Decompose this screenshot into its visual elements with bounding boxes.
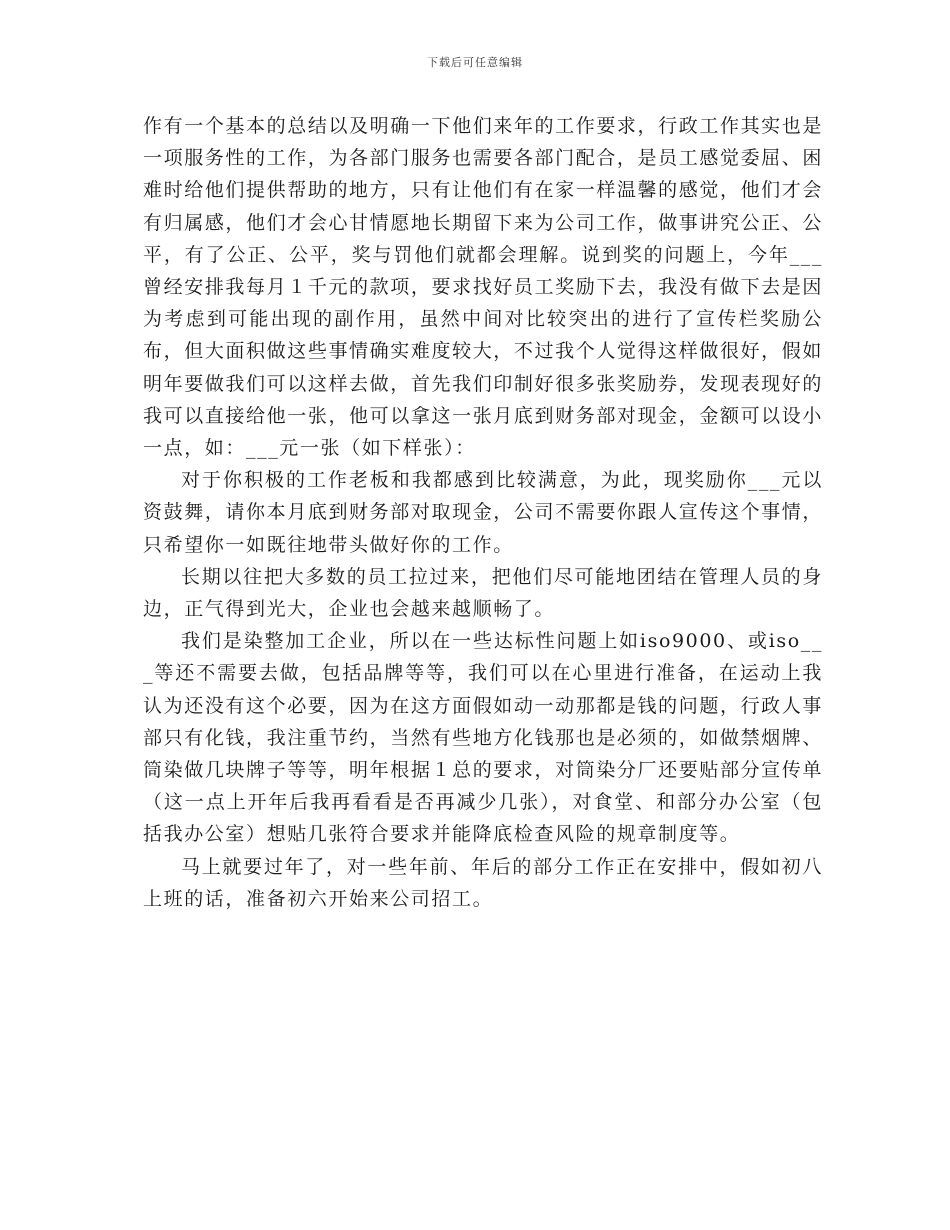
paragraph-3: 长期以往把大多数的员工拉过来，把他们尽可能地团结在管理人员的身边，正气得到光大，企业也会越来越顺畅了。 <box>143 565 823 621</box>
paragraph-2: 对于你积极的工作老板和我都感到比较满意，为此，现奖励你___元以资鼓舞，请你本月底到财务部对取现金，公司不需要你跟人宣传这个事情，只希望你一如既往地带头做好你的工作。 <box>143 469 823 556</box>
paragraph-1: 作有一个基本的总结以及明确一下他们来年的工作要求，行政工作其实也是一项服务性的工作，为各部门服务也需要各部门配合，是员工感觉委屈、困难时给他们提供帮助的地方，只有让他们有在家一样温馨的感觉，他们才会有归属感，他们才会心甘情愿地长期留下来为公司工作，做事讲究公正、公平，有了公正、公平，奖与罚他们就都会理解。说到奖的问题上，今年___曾经安排我每月１千元的款项，要求找好员工奖励下去，我没有做下去是因为考虑到可能出现的副作用，虽然中间对比较突出的进行了宣传栏奖励公布，但大面积做这些事情确实难度较大，不过我个人觉得这样做很好，假如明年要做我们可以这样去做，首先我们印制好很多张奖励券，发现表现好的我可以直接给他一张，他可以拿这一张月底到财务部对现金，金额可以设小一点，如：___元一张（如下样张）： <box>143 115 823 460</box>
page-header: 下载后可任意编辑 <box>427 56 523 69</box>
paragraph-5: 马上就要过年了，对一些年前、年后的部分工作正在安排中，假如初八上班的话，准备初六开始来公司招工。 <box>143 855 823 910</box>
paragraph-4: 我们是染整加工企业，所以在一些达标性问题上如iso9000、或iso___等还不需要去做，包括品牌等等，我们可以在心里进行准备，在运动上我认为还没有这个必要，因为在这方面假如动一动那都是钱的问题，行政人事部只有化钱，我注重节约，当然有些地方化钱那也是必须的，如做禁烟牌、筒染做几块牌子等等，明年根据１总的要求，对筒染分厂还要贴部分宣传单（这一点上开年后我再看看是否再减少几张），对食堂、和部分办公室（包括我办公室）想贴几张符合要求并能降底检查风险的规章制度等。 <box>143 630 823 846</box>
document-body <box>143 110 823 915</box>
